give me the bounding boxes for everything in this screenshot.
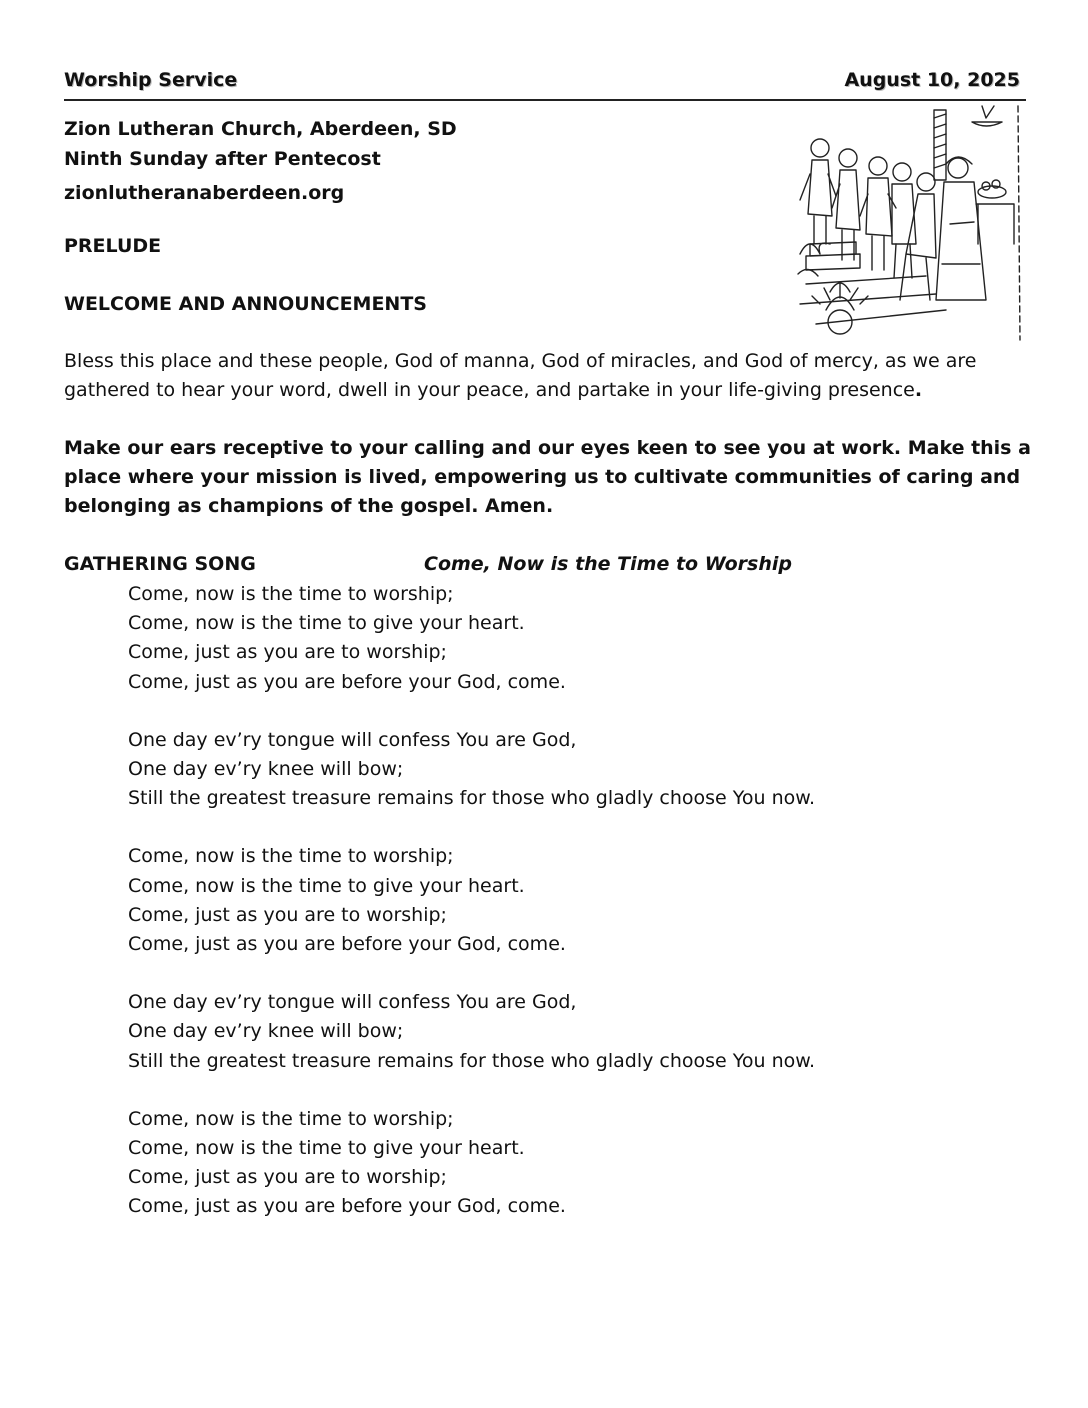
header-date: August 10, 2025 bbox=[844, 69, 1020, 91]
lyric-line: Come, now is the time to worship; bbox=[128, 583, 454, 605]
lyric-line: Come, just as you are to worship; bbox=[128, 903, 447, 926]
lyric-line: One day ev’ry tongue will confess You are God, bbox=[128, 728, 577, 751]
lyric-line: Come, now is the time to give your heart. bbox=[128, 1137, 525, 1160]
lyric-line: Come, now is the time to give your heart. bbox=[128, 612, 525, 635]
blessing-paragraph bbox=[64, 347, 1034, 405]
congregation-response: Make our ears receptive to your calling and our eyes keen to see you at work. Make this a place where your mission is lived, empowering us to cultivate communities of caring and belonging as champions of the gospel. Amen. bbox=[64, 437, 1031, 517]
lyric-line: One day ev’ry knee will bow; bbox=[128, 1020, 404, 1043]
lyric-line: Come, just as you are to worship; bbox=[128, 1166, 447, 1189]
lyric-stanza bbox=[128, 842, 815, 959]
blessing-end: . bbox=[914, 379, 923, 401]
church-name: Zion Lutheran Church, Aberdeen, SD bbox=[64, 118, 457, 140]
blessing-text: Bless this place and these people, God of manna, God of miracles, and God of mercy, as we are gathered to hear your word, dwell in your peace, and partake in your life-giving presence bbox=[64, 350, 977, 401]
welcome-heading: WELCOME AND ANNOUNCEMENTS bbox=[64, 293, 427, 315]
lyric-line: Come, now is the time to worship; bbox=[128, 1107, 454, 1130]
lyric-line: Come, just as you are before your God, come. bbox=[128, 933, 566, 956]
lyric-stanza bbox=[128, 726, 815, 814]
lyric-stanza bbox=[128, 988, 815, 1076]
lyric-line: Come, now is the time to give your heart. bbox=[128, 874, 525, 897]
lyric-line: Still the greatest treasure remains for those who gladly choose You now. bbox=[128, 787, 816, 810]
lyric-stanza bbox=[128, 580, 815, 697]
lyric-line: Still the greatest treasure remains for those who gladly choose You now. bbox=[128, 1049, 816, 1072]
lyric-line: Come, just as you are to worship; bbox=[128, 641, 447, 664]
header-title: Worship Service bbox=[64, 69, 238, 91]
church-info bbox=[64, 114, 457, 208]
lyric-line: One day ev’ry tongue will confess You are God, bbox=[128, 991, 577, 1014]
lyric-stanza bbox=[128, 1105, 815, 1222]
page-header bbox=[64, 67, 1026, 101]
lyric-line: Come, just as you are before your God, come. bbox=[128, 1195, 566, 1218]
lyric-line: One day ev’ry knee will bow; bbox=[128, 758, 404, 781]
church-website: zionlutheranaberdeen.org bbox=[64, 182, 345, 204]
prelude-heading: PRELUDE bbox=[64, 235, 162, 257]
lyric-line: Come, now is the time to worship; bbox=[128, 845, 454, 868]
gathering-song-title: Come, Now is the Time to Worship bbox=[424, 553, 792, 575]
gathering-song-heading: GATHERING SONG bbox=[64, 553, 256, 575]
song-lyrics bbox=[128, 580, 815, 1251]
lyric-line: Come, just as you are before your God, come. bbox=[128, 670, 566, 693]
liturgical-day: Ninth Sunday after Pentecost bbox=[64, 148, 381, 170]
line-drawing-of-people-with-jesus-icon bbox=[796, 104, 1024, 344]
